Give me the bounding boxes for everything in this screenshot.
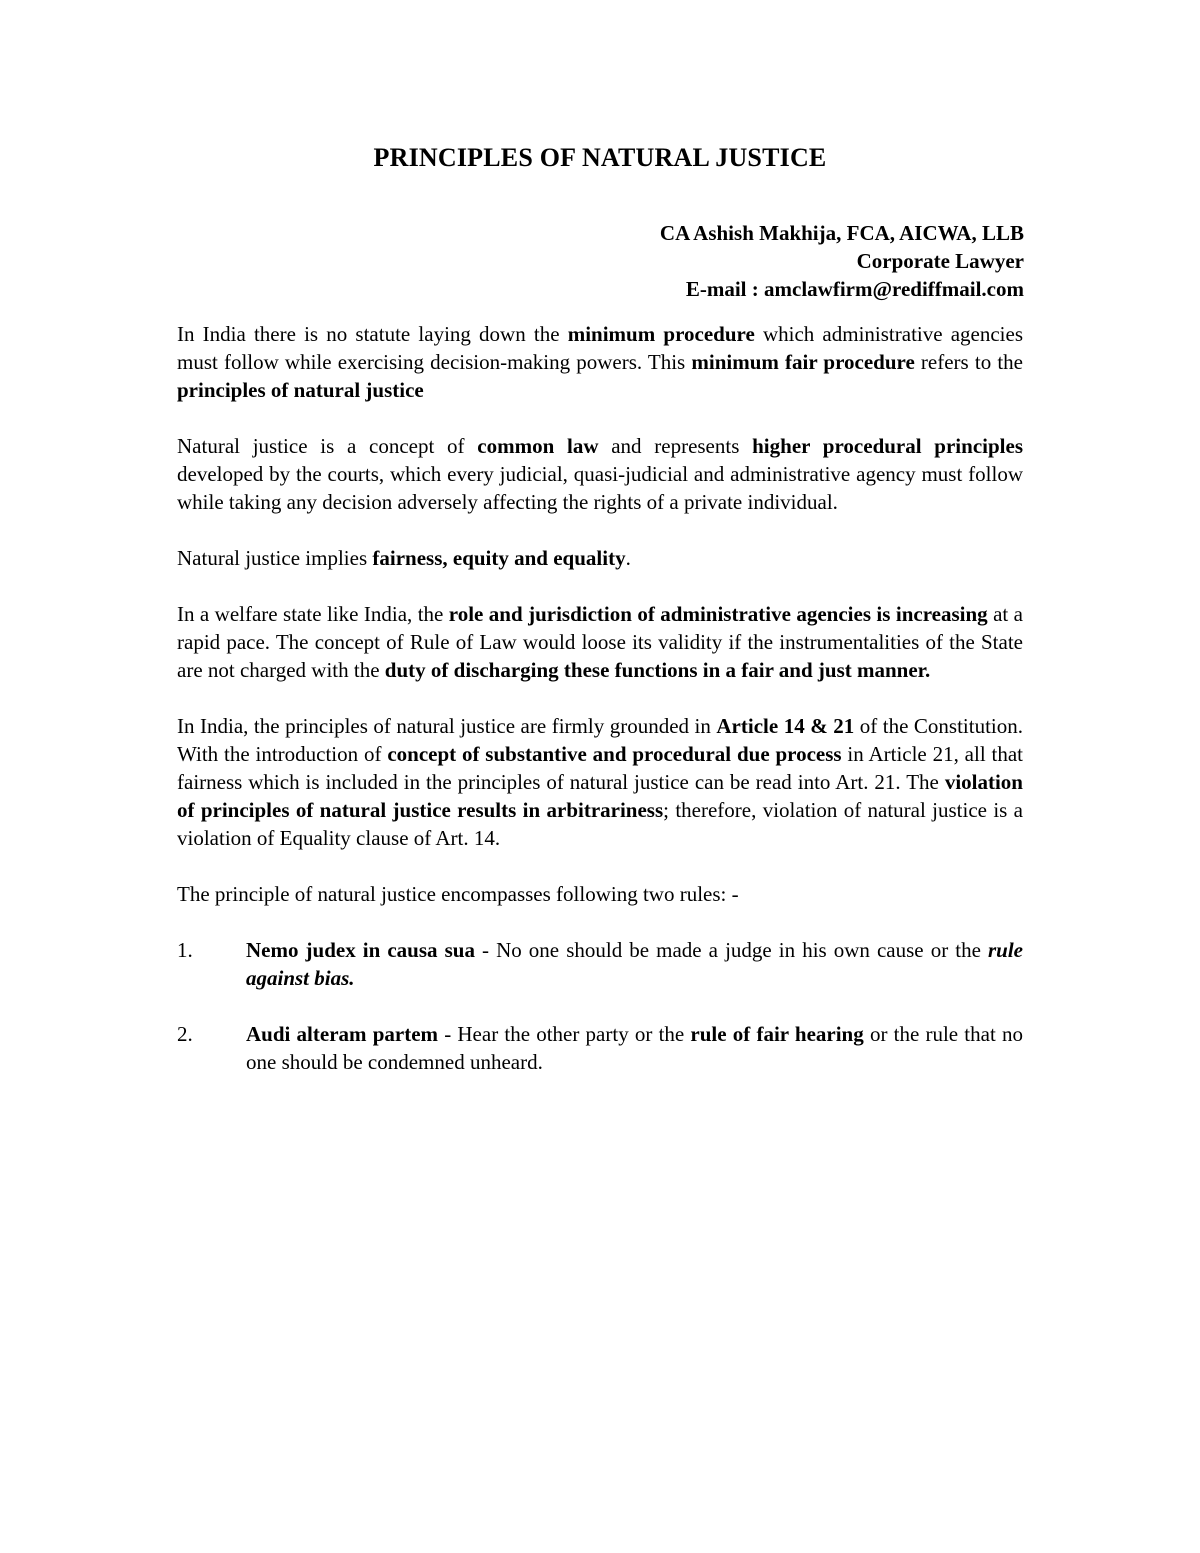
document-body [177,320,1023,1104]
bold-text: common law [477,434,599,458]
text-run: - Hear the other party or the [438,1022,691,1046]
rule-number: 1. [177,938,193,962]
bold-text: role and jurisdiction of administrative agencies is increasing [448,602,988,626]
text-run: Natural justice is a concept of [177,434,478,458]
paragraph [177,320,1023,404]
bold-text: fairness, equity and equality [372,546,626,570]
author-name: CA Ashish Makhija, FCA, AICWA, LLB [659,221,1024,245]
rule-number: 2. [177,1022,193,1046]
emphasis-text: rule against bias. [246,938,1023,990]
text-run: The principle of natural justice encompasses following two rules: - [177,882,739,906]
text-run: developed by the courts, which every judicial, quasi-judicial and administrative agency must follow while taking any decision adversely affecting the rights of a private individual. [177,462,1023,514]
text-run: - No one should be made a judge in his own cause or the [474,938,988,962]
text-run: Natural justice implies [177,546,373,570]
bold-text: concept of substantive and procedural due process [387,742,842,766]
paragraph [177,880,1023,908]
text-run: In India, the principles of natural justice are firmly grounded in [177,714,717,738]
text-run: and represents [598,434,753,458]
rule-text [246,1022,1023,1074]
text-run: refers to the [914,350,1023,374]
bold-text: Article 14 & 21 [716,714,855,738]
text-run: which administrative agencies must follow while exercising decision-making powers. This [177,322,1024,374]
bold-text: minimum fair procedure [691,350,915,374]
emphasis-text: rule of fair hearing [690,1022,864,1046]
paragraph [177,712,1023,852]
rule-list-item [177,1020,1023,1076]
paragraph [177,432,1023,516]
text-run: In a welfare state like India, the [177,602,449,626]
emphasis-text: Audi alteram partem [246,1022,439,1046]
rule-text [246,938,1023,990]
text-run: in Article 21, all that fairness which is included in the principles of natural justice can be read into Art. 21. The [177,742,1023,794]
bold-text: principles of natural justice [177,378,424,402]
author-block [660,219,1024,303]
text-run: . [625,546,631,570]
author-role: Corporate Lawyer [856,249,1024,273]
bold-text: violation of principles of natural justice results in arbitrariness [177,770,1023,822]
author-email: E-mail : amclawfirm@rediffmail.com [685,277,1024,301]
text-run: of the Constitution. With the introduction of [177,714,1024,766]
bold-text: duty of discharging these functions in a fair and just manner. [384,658,931,682]
text-run: or the rule that no one should be condemned unheard. [246,1022,1023,1074]
document-title: PRINCIPLES OF NATURAL JUSTICE [373,143,827,172]
text-run: In India there is no statute laying down the [177,322,568,346]
text-run: ; therefore, violation of natural justice is a violation of Equality clause of Art. 14. [177,798,1024,850]
paragraph [177,544,1023,572]
bold-text: minimum procedure [567,322,755,346]
paragraph [177,600,1023,684]
text-run: at a rapid pace. The concept of Rule of Law would loose its validity if the instrumentalities of the State are not charged with the [177,602,1023,682]
bold-text: higher procedural principles [752,434,1023,458]
rule-list-item [177,936,1023,992]
emphasis-text: Nemo judex in causa sua [246,938,475,962]
